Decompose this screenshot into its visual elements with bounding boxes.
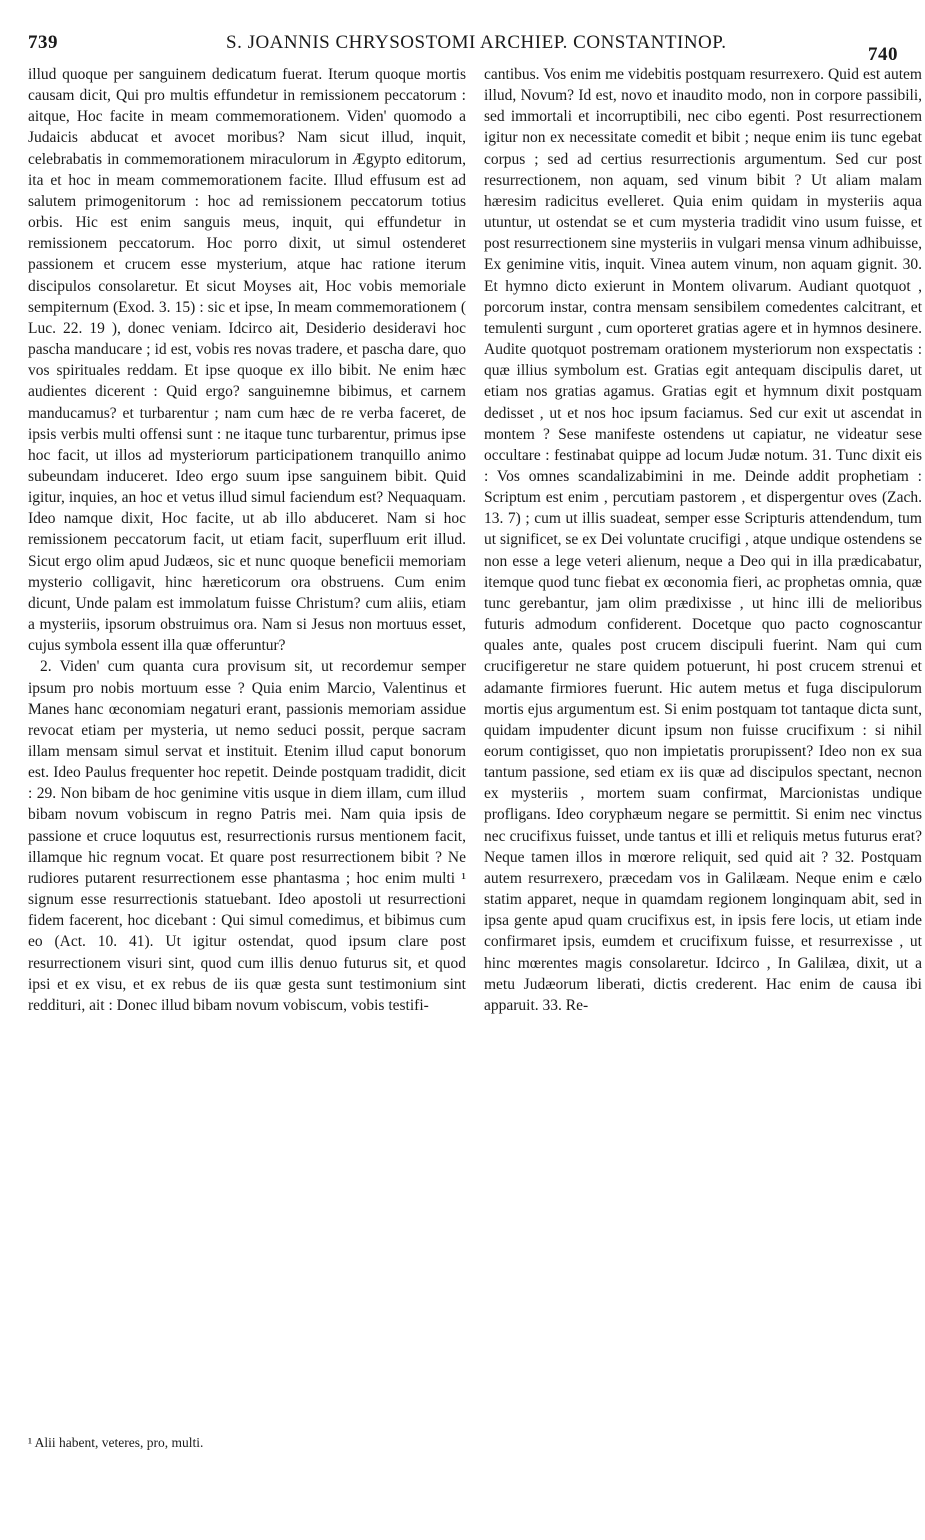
running-header <box>28 30 898 65</box>
page-number-right: 740 <box>868 44 898 65</box>
running-title: S. JOANNIS CHRYSOSTOMI ARCHIEP. CONSTANTINOP. <box>226 32 727 53</box>
footnote: ¹ Alii habent, veteres, pro, multi. <box>28 1435 204 1450</box>
right-column <box>484 64 922 1016</box>
right-paragraph-1: cantibus. Vos enim me videbitis postquam resurrexero. Quid est autem illud, Novum? Id est, novo et inaudito modo, non in corpore passibili, sed immortali et incorruptibili, nec cibo egenti. Post resurrectionem igitur non ex necessitate comedit et bibit ; neque enim iis tunc egebat corpus ; sed ad certius resurrectionis argumentum. Sed cur post resurrectionem, non aquam, sed vinum bibit ? Ut aliam malam hæresim radicitus evelleret. Quia enim quidam in mysteriis aqua utuntur, ut ostendat se et cum mysteria tradidit vino usum fuisse, et post resurrectionem sine mysteriis in vulgari mensa vinum adhibuisse, Ex genimine vitis, inquit. Vinea autem vinum, non aquam gignit. 30. Et hymno dicto exierunt in Montem olivarum. Audiant quotquot , porcorum instar, contra mensam sensibilem comedentes calcitrant, et temulenti surgunt , cum oporteret gratias agere et in hymnos desinere. Audite quotquot postremam orationem mysteriorum non exspectatis : quæ illius symbolum est. Gratias egit antequam discipulis daret, ut etiam nos gratias agamus. Gratias egit et hymnum dixit postquam dedisset , ut et nos hoc ipsum faciamus. Sed cur exit ut ascendat in montem ? Sese manifeste ostendens ut capiatur, ne videatur sese occultare : festinabat quippe ad locum Judæ notum. 31. Tunc dixit eis : Vos omnes scandalizabimini in me. Deinde addit prophetiam : Scriptum est enim , percutiam pastorem , et dispergentur oves (Zach. 13. 7) ; cum ut illis suadeat, semper esse Scripturis attendendum, tum ut significet, se ex Dei voluntate crucifigi , atque undique ostendens se non esse a lege veteri alienum, neque a Deo qui in illa prædicabatur, itemque quod tunc fiebat ex œconomia fieri, ac prophetas omnia, quæ tunc gerebantur, jam olim prædixisse , ut hinc illi de melioribus futuris admodum confiderent. Docetque quo pacto cognoscantur quales ante, quales post crucem discipuli fuerint. Nam qui cum crucifigeretur ne stare quidem potuerunt, hi post crucem strenui et adamante firmiores fuerunt. Hic autem metus et fuga discipulorum mortis ejus argumentum est. Si enim postquam tot tantaque dicta sunt, quidam impudenter dicunt ipsum non fuisse crucifixum : si nihil eorum contigisset, quo non impietatis prorupissent? Ideo non ex sua tantum passione, sed etiam ex iis quæ ad discipulos spectant, necnon ex mysteriis , mortem suam confirmat, Marcionistas undique profligans. Ideo coryphæum negare se permittit. Si enim nec vinctus nec crucifixus fuisset, unde tantus et illi et reliquis metus futurus erat? Neque tamen illos in mœrore reliquit, sed quid ait ? 32. Postquam autem resurrexero, præcedam vos in Galilæam. Neque enim e cælo statim apparet, neque in quamdam regionem longinquam abit, sed in ipsa gente apud quam crucifixus est, in ipsis fere locis, ut etiam inde confirmaret ipsis, eumdem et crucifixum fuisse, et resurrexisse , ut hinc mœrentes magis consolaretur. Idcirco , In Galilæa, dixit, ut a metu Judæorum liberati, dictis crederent. Hac enim de causa ibi apparuit. 33. Re- <box>484 66 922 1014</box>
left-paragraph-1: illud quoque per sanguinem dedicatum fuerat. Iterum quoque mortis causam dicit, Qui pro multis effundetur in remissionem peccatorum : aitque, Hoc facite in meam commemorationem. Viden' quomodo a Judaicis abducat et avocet moribus? Nam sicut illud, inquit, celebrabatis in commemorationem miraculorum in Ægypto editorum, ita et hoc in meam commemorationem facite. Illud effusum est ad salutem primogenitorum : hoc ad remissionem peccatorum totius orbis. Hic est enim sanguis meus, inquit, qui effundetur in remissionem peccatorum. Hoc porro dixit, ut simul ostenderet passionem et crucem esse mysterium, atque hac ratione iterum discipulos consolaretur. Et sicut Moyses ait, Hoc vobis memoriale sempiternum (Exod. 3. 15) : sic et ipse, In meam commemorationem ( Luc. 22. 19 ), donec veniam. Idcirco ait, Desiderio desideravi hoc pascha manducare ; id est, vobis res novas tradere, et pascha dare, quo vos spirituales reddam. Et ipse quoque ex illo bibit. Ne enim hæc audientes dicerent : Quid ergo? sanguinemne bibimus, et carnem manducamus? et turbarentur ; nam cum hæc de re verba faceret, de ipsis verbis multi offensi sunt : ne itaque tunc turbarentur, primus ipse hoc facit, ut illos ad mysteriorum participationem tranquillo animo subeundam induceret. Ideo ergo suum ipse sanguinem bibit. Quid igitur, inquies, an hoc et vetus illud simul faciendum est? Nequaquam. Ideo namque dixit, Hoc facite, ut ab illo abduceret. Nam si hoc remissionem peccatorum facit, ut etiam facit, superfluum erit illud. Sicut ergo olim apud Judæos, sic et nunc quoque beneficii memoriam mysterio colligavit, hinc hæreticorum ora obstruens. Cum enim dicunt, Unde palam est immolatum fuisse Christum? cum aliis, etiam a mysteriis, ipsorum obstruimus ora. Nam si Jesus non mortuus esset, cujus symbola essent illa quæ offeruntur? <box>28 66 466 655</box>
left-column <box>28 64 466 1016</box>
page-number-left: 739 <box>28 32 58 53</box>
left-paragraph-2: 2. Viden' cum quanta cura provisum sit, ut recordemur semper ipsum pro nobis mortuum esse ? Quia enim Marcio, Valentinus et Manes hanc œconomiam negaturi erant, passionis memoriam assidue revocat etiam per mysteria, ut nemo seduci possit, perque sacram illam mensam simul servat et instituit. Etenim illud caput bonorum est. Ideo Paulus frequenter hoc repetit. Deinde postquam tradidit, dicit : 29. Non bibam de hoc genimine vitis usque in diem illam, cum illud bibam novum vobiscum in regno Patris mei. Nam quia ipsis de passione et cruce loquutus est, resurrectionis rursus mentionem facit, illamque hic regnum vocat. Et quare post resurrectionem bibit ? Ne rudiores putarent resurrectionem esse phantasma ; hoc enim multi ¹ signum esse resurrectionis statuebant. Ideo apostoli ut resurrectioni fidem facerent, hoc dicebant : Qui simul comedimus, et bibimus cum eo (Act. 10. 41). Ut igitur ostendat, quod ipsum clare post resurrectionem visuri sint, quod cum illis denuo futurus sit, et quod ipsi et ex visu, et ex rebus de iis quæ gesta sunt testimonium sint reddituri, ait : Donec illud bibam novum vobiscum, vobis testifi- <box>28 658 466 1014</box>
